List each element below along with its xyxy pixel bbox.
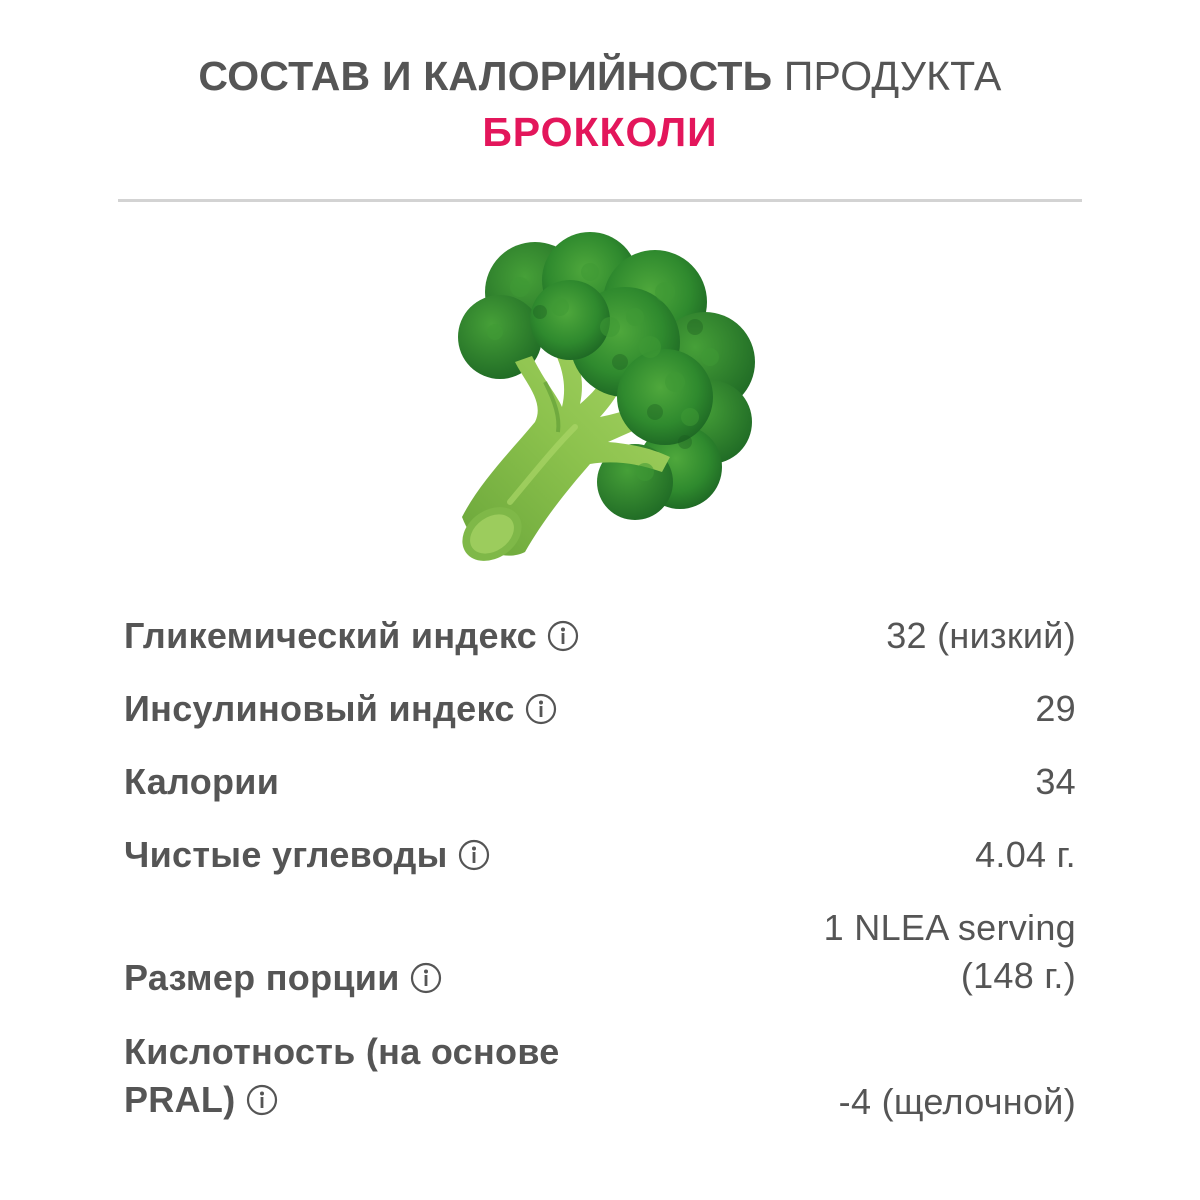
calories-value: 34 [1035,761,1076,802]
info-icon[interactable] [410,962,442,994]
acidity-value: -4 (щелочной) [838,1081,1076,1122]
info-icon[interactable] [525,693,557,725]
table-row [124,831,1076,881]
info-icon[interactable] [246,1084,278,1116]
row-label [124,954,442,1002]
acidity-label-line1: Кислотность (на основе [124,1031,560,1072]
product-name: БРОККОЛИ [482,109,718,155]
insulin-index-label: Инсулиновый индекс [124,688,515,729]
table-row [124,1028,1076,1128]
info-icon[interactable] [547,620,579,652]
row-label [124,1028,560,1124]
net-carbs-value: 4.04 г. [975,834,1076,875]
serving-size-value-line1: 1 NLEA serving [823,907,1076,948]
net-carbs-label: Чистые углеводы [124,834,448,875]
info-icon[interactable] [458,839,490,871]
serving-size-value-line2: (148 г.) [960,955,1076,996]
page-title-bold: СОСТАВ И КАЛОРИЙНОСТЬ [198,53,773,99]
glycemic-index-value: 32 (низкий) [886,615,1076,656]
header [0,48,1200,160]
table-row [124,612,1076,662]
glycemic-index-label: Гликемический индекс [124,615,538,656]
row-label [124,612,579,660]
table-row [124,904,1076,1004]
serving-size-value [824,904,1076,1000]
insulin-index-value: 29 [1035,688,1076,729]
row-label [124,831,490,879]
table-row [124,685,1076,735]
table-row [124,758,1076,808]
page-title-light: ПРОДУКТА [783,53,1002,99]
acidity-label-line2: PRAL) [124,1079,236,1120]
broccoli-icon [440,232,770,572]
calories-label: Калории [124,761,280,802]
row-label [124,685,557,733]
serving-size-label: Размер порции [124,957,400,998]
page-title [0,48,1200,104]
divider [118,199,1082,202]
